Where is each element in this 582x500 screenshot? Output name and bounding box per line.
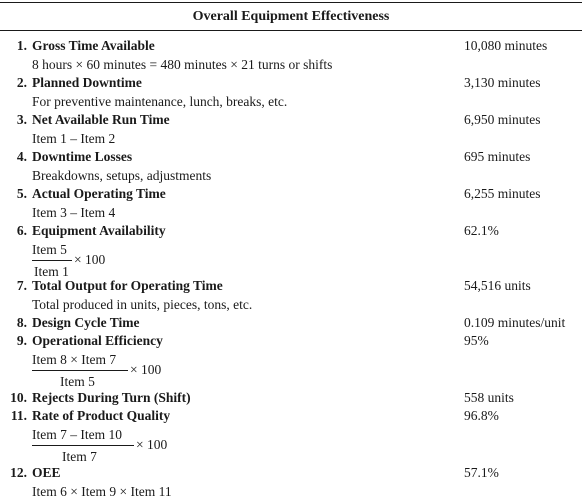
item-number: 6.	[16, 223, 27, 238]
item-label: Net Available Run Time	[32, 112, 170, 127]
fraction-bar	[32, 370, 128, 371]
item-number: 5.	[16, 186, 27, 201]
item-value: 10,080 minutes	[464, 38, 548, 53]
fraction-denominator: Item 5	[60, 374, 95, 389]
item-value: 95%	[464, 333, 489, 348]
fraction-bar	[32, 445, 134, 446]
item-description: 8 hours × 60 minutes = 480 minutes × 21 turns or shifts	[32, 57, 333, 72]
item-number: 10.	[10, 390, 27, 405]
item-number: 12.	[10, 465, 27, 480]
item-value: 96.8%	[464, 408, 499, 423]
item-description: Item 6 × Item 9 × Item 11	[32, 484, 172, 499]
item-label: Actual Operating Time	[32, 186, 166, 201]
item-label: Total Output for Operating Time	[32, 278, 223, 293]
item-label: Operational Efficiency	[32, 333, 163, 348]
item-number: 8.	[16, 315, 27, 330]
fraction-denominator: Item 7	[62, 449, 97, 464]
item-value: 3,130 minutes	[464, 75, 541, 90]
item-description: Item 1 – Item 2	[32, 131, 116, 146]
item-number: 4.	[16, 149, 27, 164]
item-value: 6,255 minutes	[464, 186, 541, 201]
item-number: 1.	[16, 38, 27, 53]
item-number: 9.	[16, 333, 27, 348]
item-label: Rate of Product Quality	[32, 408, 171, 423]
item-label: Equipment Availability	[32, 223, 166, 238]
item-number: 3.	[16, 112, 27, 127]
table-title: Overall Equipment Effectiveness	[192, 9, 390, 24]
fraction-multiplier: × 100	[130, 362, 162, 377]
fraction-multiplier: × 100	[136, 437, 168, 452]
item-label: Downtime Losses	[32, 149, 133, 164]
item-number: 11.	[10, 408, 27, 423]
item-label: Design Cycle Time	[32, 315, 140, 330]
item-number: 2.	[16, 75, 27, 90]
item-description: Total produced in units, pieces, tons, etc.	[32, 297, 253, 312]
table-body	[0, 31, 582, 499]
item-label: Rejects During Turn (Shift)	[32, 390, 191, 405]
item-number: 7.	[16, 278, 27, 293]
item-label: Gross Time Available	[32, 38, 155, 53]
item-description: Item 3 – Item 4	[32, 205, 116, 220]
fraction-multiplier: × 100	[74, 252, 106, 267]
item-value: 558 units	[464, 390, 514, 405]
fraction-numerator: Item 8 × Item 7	[32, 352, 117, 367]
fraction-numerator: Item 5	[32, 242, 67, 257]
item-description: For preventive maintenance, lunch, breaks, etc.	[32, 94, 288, 109]
fraction-numerator: Item 7 – Item 10	[32, 427, 122, 442]
fraction-bar	[32, 260, 72, 261]
item-value: 695 minutes	[464, 149, 531, 164]
item-label: Planned Downtime	[32, 75, 142, 90]
item-value: 57.1%	[464, 465, 499, 480]
item-description: Breakdowns, setups, adjustments	[32, 168, 212, 183]
fraction-denominator: Item 1	[34, 264, 69, 279]
item-value: 62.1%	[464, 223, 499, 238]
item-label: OEE	[32, 465, 61, 480]
item-value: 6,950 minutes	[464, 112, 541, 127]
item-value: 0.109 minutes/unit	[464, 315, 566, 330]
oee-table	[0, 2, 582, 499]
item-value: 54,516 units	[464, 278, 531, 293]
